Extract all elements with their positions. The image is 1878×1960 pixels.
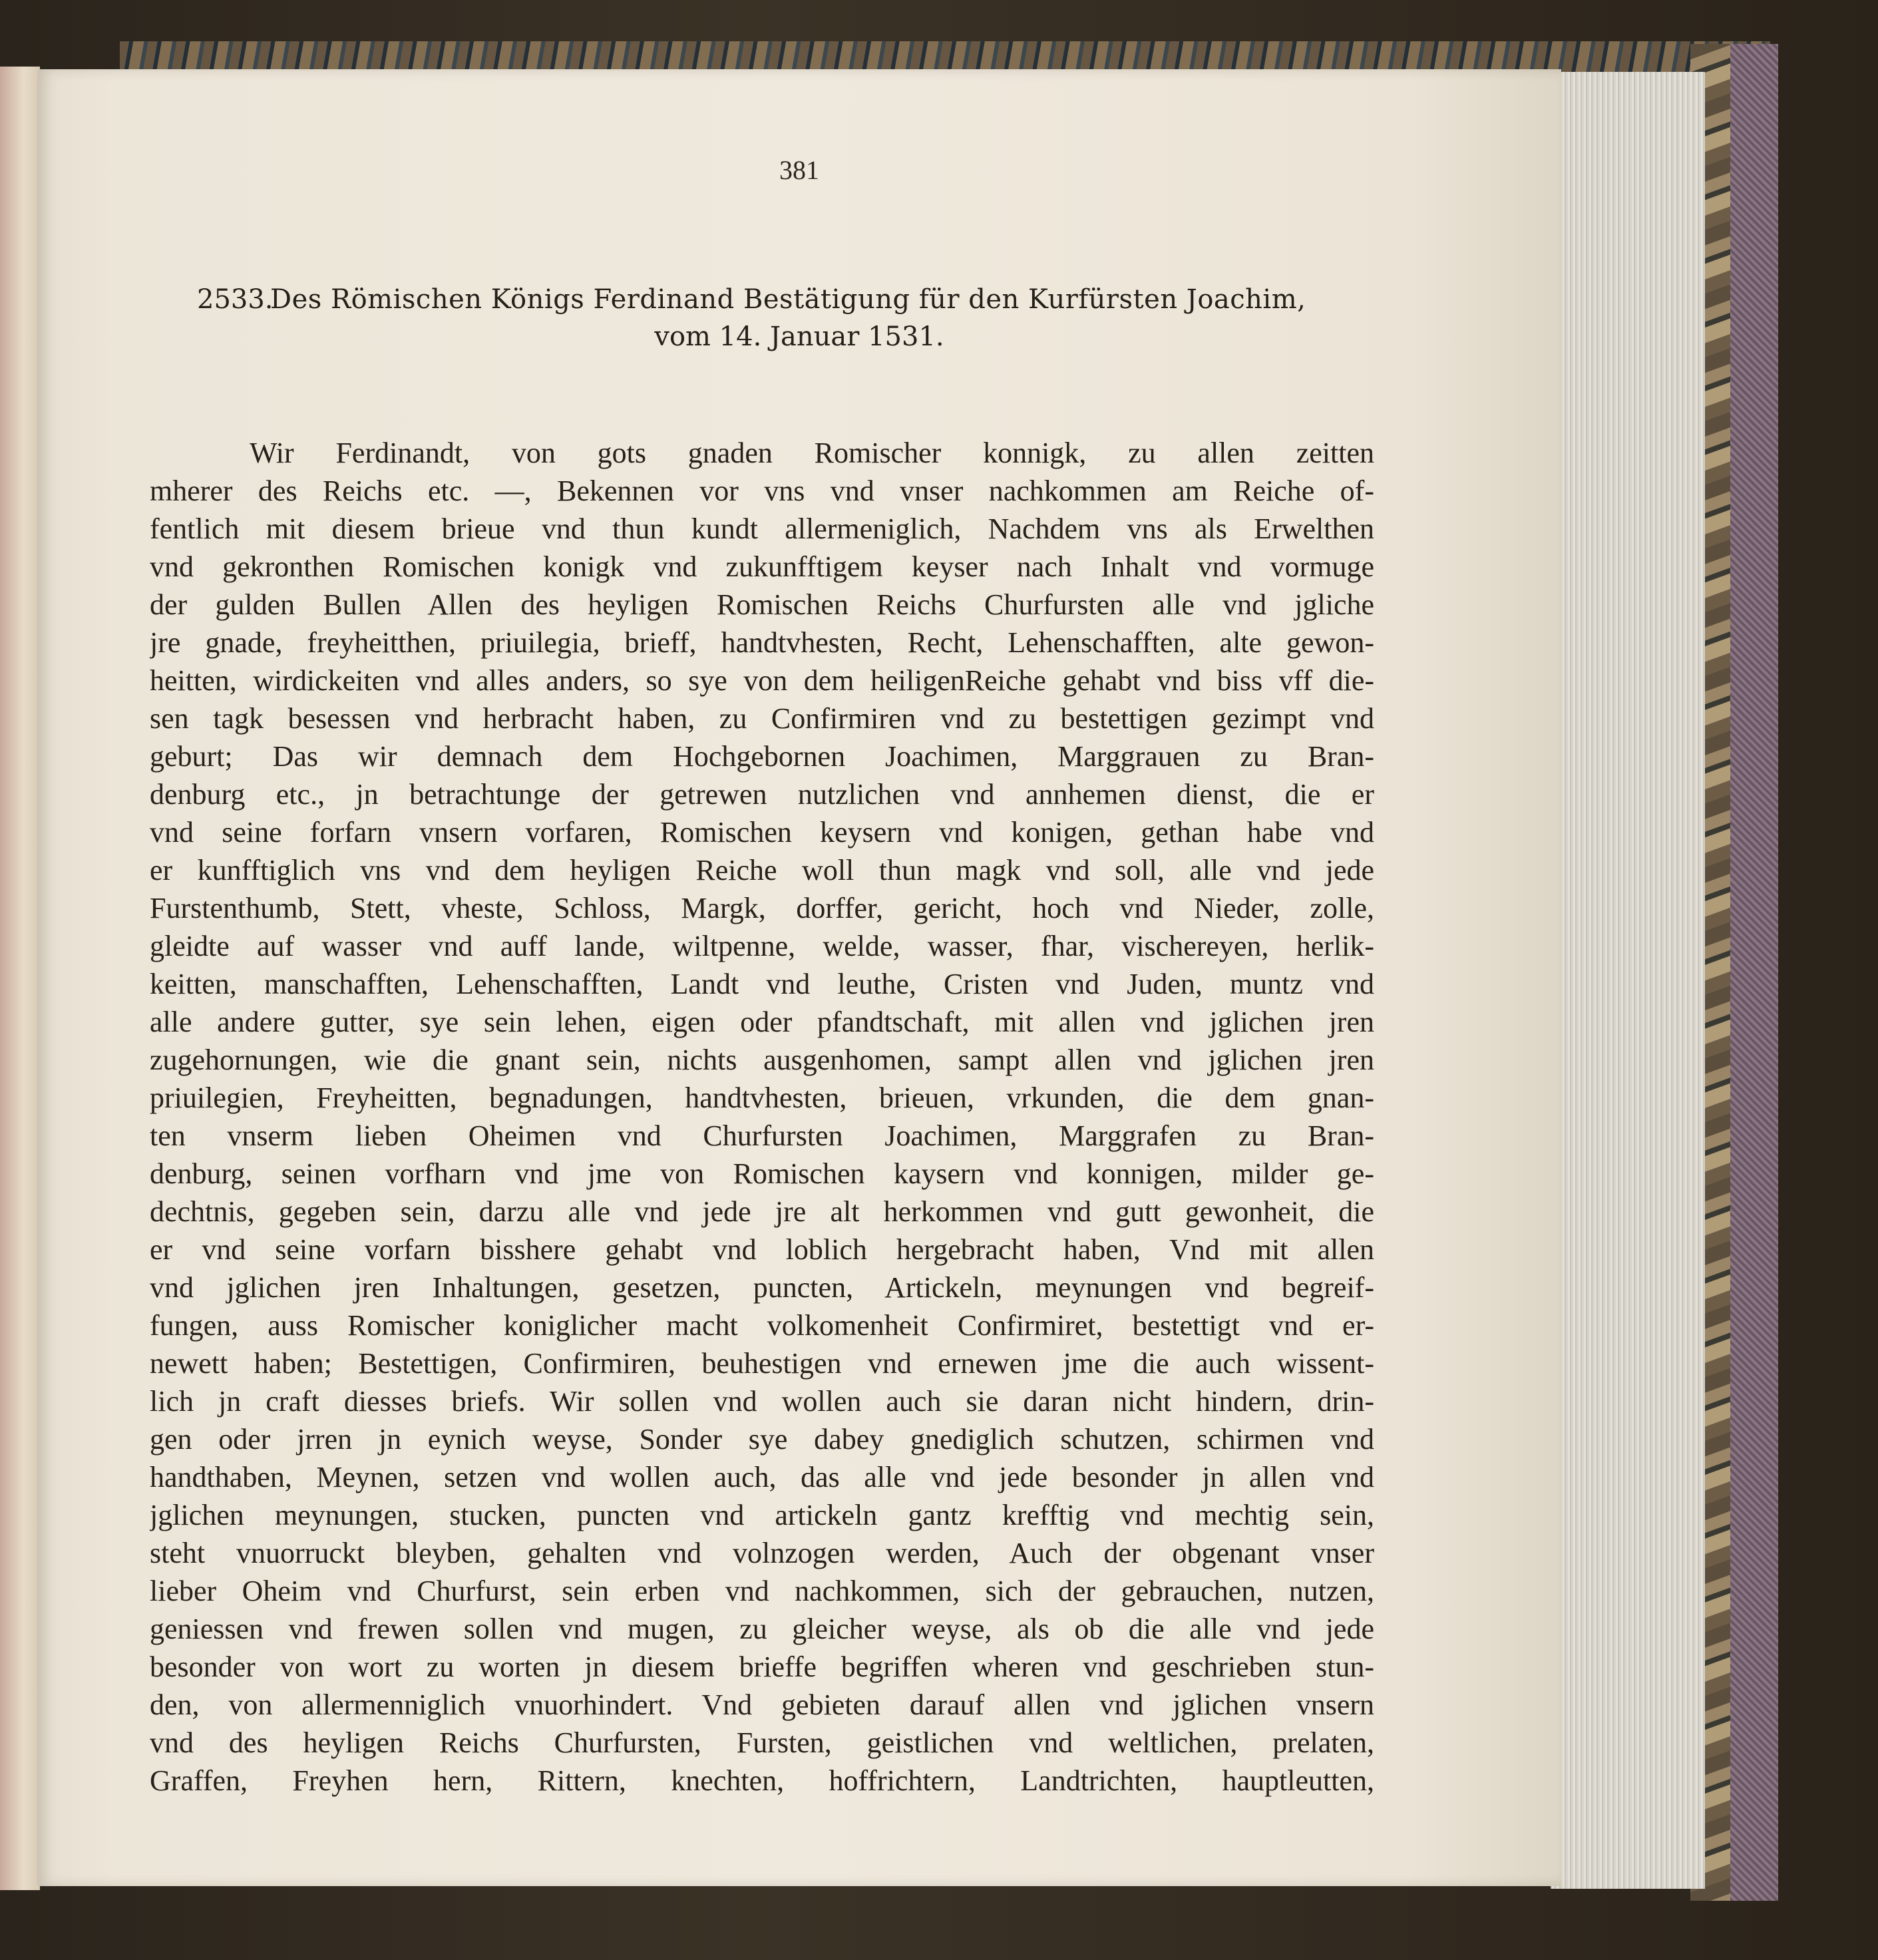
text-line: ten vnserm lieben Oheimen vnd Churfursten Joachimen, Marggrafen zu Bran- — [150, 1119, 1374, 1152]
text-line: gleidte auf wasser vnd auff lande, wiltpenne, welde, wasser, fhar, vischereyen, herlik- — [150, 930, 1374, 962]
page-number: 381 — [779, 155, 819, 185]
text-line: er kunfftiglich vns vnd dem heyligen Reiche woll thun magk vnd soll, alle vnd jede — [150, 854, 1374, 886]
text-line: dechtnis, gegeben sein, darzu alle vnd jede jre alt herkommen vnd gutt gewonheit, die — [150, 1195, 1374, 1228]
text-line: denburg etc., jn betrachtunge der getrewen nutzlichen vnd annhemen dienst, die er — [150, 778, 1374, 811]
heading-line-1: Des Römischen Königs Ferdinand Bestätigung für den Kurfürsten Joachim, — [270, 284, 1306, 315]
text-line: gen oder jrren jn eynich weyse, Sonder sye dabey gnediglich schutzen, schirmen vnd — [150, 1423, 1374, 1456]
text-line: mherer des Reichs etc. —, Bekennen vor vns vnd vnser nachkommen am Reiche of- — [150, 475, 1374, 507]
text-line: steht vnuorruckt bleyben, gehalten vnd volnzogen werden, Auch der obgenant vnser — [150, 1537, 1374, 1569]
text-line: lich jn craft diesses briefs. Wir sollen vnd wollen auch sie daran nicht hindern, drin- — [150, 1385, 1374, 1418]
text-line: newett haben; Bestettigen, Confirmiren, beuhestigen vnd ernewen jme die auch wissent- — [150, 1347, 1374, 1380]
text-line: priuilegien, Freyheitten, begnadungen, handtvhesten, brieuen, vrkunden, die dem gnan- — [150, 1081, 1374, 1114]
text-line: vnd jglichen jren Inhaltungen, gesetzen, puncten, Artickeln, meynungen vnd begreif- — [150, 1271, 1374, 1304]
text-line: fungen, auss Romischer koniglicher macht volkomenheit Confirmiret, bestettigt vnd er- — [150, 1309, 1374, 1342]
text-line: keitten, manschafften, Lehenschafften, Landt vnd leuthe, Cristen vnd Juden, muntz vnd — [150, 968, 1374, 1000]
text-line: besonder von wort zu worten jn diesem brieffe begriffen wheren vnd geschrieben stun- — [150, 1651, 1374, 1683]
text-line: geburt; Das wir demnach dem Hochgebornen Joachimen, Marggrauen zu Bran- — [150, 740, 1374, 773]
text-line: sen tagk besessen vnd herbracht haben, zu Confirmiren vnd zu bestettigen gezimpt vnd — [150, 702, 1374, 735]
page-block-edges — [1551, 72, 1705, 1889]
text-line: denburg, seinen vorfharn vnd jme von Romischen kaysern vnd konnigen, milder ge- — [150, 1157, 1374, 1190]
heading-line-2: vom 14. Januar 1531. — [654, 321, 944, 352]
text-line: fentlich mit diesem brieue vnd thun kundt allermeniglich, Nachdem vns als Erwelthen — [150, 512, 1374, 545]
text-line: handthaben, Meynen, setzen vnd wollen auch, das alle vnd jede besonder jn allen vnd — [150, 1461, 1374, 1493]
text-line: lieber Oheim vnd Churfurst, sein erben vnd nachkommen, sich der gebrauchen, nutzen, — [150, 1575, 1374, 1607]
text-line: er vnd seine vorfarn bisshere gehabt vnd loblich hergebracht haben, Vnd mit allen — [150, 1233, 1374, 1266]
text-line: geniessen vnd frewen sollen vnd mugen, zu gleicher weyse, als ob die alle vnd jede — [150, 1613, 1374, 1645]
text-line: Wir Ferdinandt, von gots gnaden Romischer konnigk, zu allen zeitten — [250, 437, 1374, 469]
document-heading — [197, 281, 1368, 355]
text-line: der gulden Bullen Allen des heyligen Romischen Reichs Churfursten alle vnd jgliche — [150, 588, 1374, 621]
text-line: vnd gekronthen Romischen konigk vnd zukunfftigem keyser nach Inhalt vnd vormuge — [150, 550, 1374, 583]
text-line: zugehornungen, wie die gnant sein, nichts ausgenhomen, sampt allen vnd jglichen jren — [150, 1044, 1374, 1076]
text-line: vnd des heyligen Reichs Churfursten, Fursten, geistlichen vnd weltlichen, prelaten, — [150, 1726, 1374, 1759]
document-body — [150, 434, 1374, 1800]
cloth-binding-edge — [1730, 44, 1778, 1901]
text-line: jglichen meynungen, stucken, puncten vnd artickeln gantz krefftig vnd mechtig sein, — [150, 1499, 1374, 1531]
text-line: den, von allermenniglich vnuorhindert. Vnd gebieten darauf allen vnd jglichen vnsern — [150, 1688, 1374, 1721]
facing-page-edge — [0, 67, 40, 1890]
text-line: Graffen, Freyhen hern, Rittern, knechten, hoffrichtern, Landtrichten, hauptleutten, — [150, 1764, 1374, 1797]
text-line: vnd seine forfarn vnsern vorfaren, Romischen keysern vnd konigen, gethan habe vnd — [150, 816, 1374, 849]
text-line: alle andere gutter, sye sein lehen, eigen oder pfandtschaft, mit allen vnd jglichen jren — [150, 1006, 1374, 1038]
text-line: jre gnade, freyheitthen, priuilegia, brieff, handtvhesten, Recht, Lehenschafften, alte gewon- — [150, 626, 1374, 659]
text-line: Furstenthumb, Stett, vheste, Schloss, Margk, dorffer, gericht, hoch vnd Nieder, zolle, — [150, 892, 1374, 924]
document-number: 2533. — [197, 284, 274, 315]
text-line: heitten, wirdickeiten vnd alles anders, so sye von dem heiligenReiche gehabt vnd biss vff die- — [150, 664, 1374, 697]
book-page — [37, 69, 1561, 1886]
